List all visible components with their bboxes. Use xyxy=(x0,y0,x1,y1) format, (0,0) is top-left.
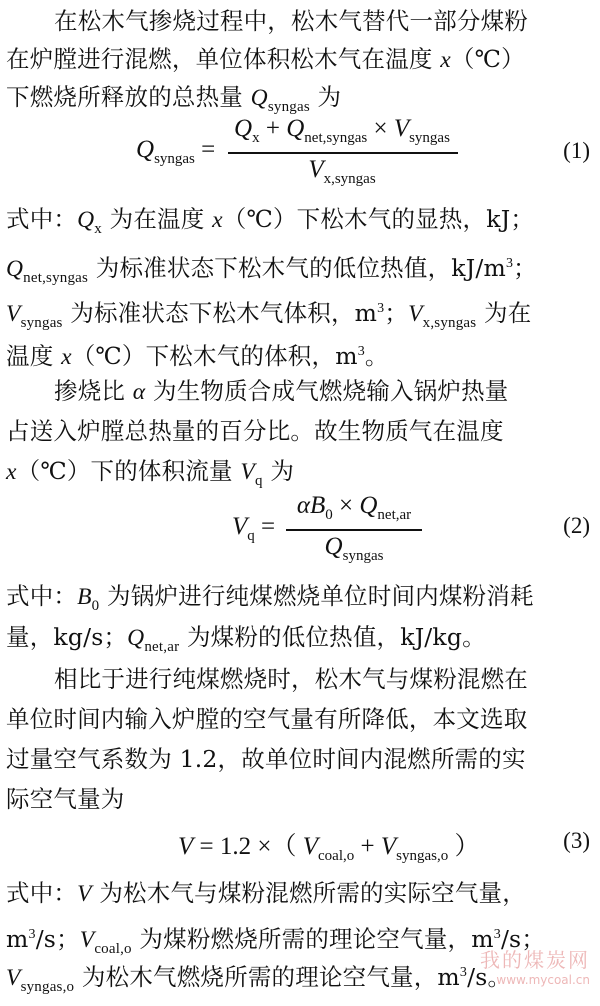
paragraph-line: 际空气量为 xyxy=(6,785,125,813)
math-subscript: syngas xyxy=(267,99,310,115)
paragraph-line: 温度 x（℃）下松木气的体积，$m^3$。 xyxy=(6,342,389,370)
equation-number: (1) xyxy=(563,138,590,163)
paragraph-line: 过量空气系数为 1.2，故单位时间内混燃所需的实 xyxy=(6,745,526,773)
paragraph-line: 占送入炉膛总热量的百分比。故生物质气在温度 xyxy=(6,417,504,445)
paragraph-line: 式中：$Q_x$ 为在温度 x（℃）下松木气的显热，kJ； xyxy=(6,205,535,237)
eq2-denominator: $Q_{syngas}$ xyxy=(324,533,384,564)
paragraph-line: $m^3/s$；$V_{coal,o}$ 为煤粉燃烧所需的理论空气量，$m^3/s$； xyxy=(6,925,546,957)
text-run: 在炉膛进行混燃，单位体积松木气在温度 xyxy=(6,45,441,73)
paragraph-line: $Q_{net,syngas}$ 为标准状态下松木气的低位热值，$kJ/m^3$； xyxy=(6,254,537,286)
paragraph-line: $V_{syngas}$ 为标准状态下松木气体积，$m^3$；$V_{x,syngas}$ 为在 xyxy=(6,299,532,331)
paragraph-line: 式中：V 为松木气与煤粉混燃所需的实际空气量， xyxy=(6,879,526,907)
site-watermark xyxy=(480,944,590,987)
eq3-body: V = 1.2 ×（ $V_{coal,o} + V_{syngas,o}$ ） xyxy=(178,833,480,864)
fraction-bar xyxy=(286,529,422,531)
text-run: 下燃烧所释放的总热量 xyxy=(6,83,251,111)
paragraph-line: 掺烧比 α 为生物质合成气燃烧输入锅炉热量 xyxy=(54,377,509,405)
paragraph-line xyxy=(54,2,592,40)
paragraph-line: $V_{syngas,o}$ 为松木气燃烧所需的理论空气量，$m^3/s$。 xyxy=(6,963,512,995)
eq1-denominator: $V_{x,syngas}$ xyxy=(308,156,376,187)
paragraph-line: x（℃）下的体积流量 $V_q$ 为 xyxy=(6,457,295,489)
watermark-url: www.mycoal.cn xyxy=(496,973,590,987)
paragraph-line: 量，kg/s；$Q_{net,ar}$ 为煤粉的低位热值，kJ/kg。 xyxy=(6,623,486,655)
watermark-name: 我的煤炭网 xyxy=(480,948,590,972)
eq1-lhs: $Q_{syngas}$ = xyxy=(136,136,216,167)
math-var: x xyxy=(440,47,451,73)
text-run: 为 xyxy=(309,83,342,111)
paragraph-line: 相比于进行纯煤燃烧时，松木气与煤粉混燃在 xyxy=(54,665,528,693)
eq2-lhs: $V_q$ = xyxy=(232,513,276,544)
text-run: （℃） xyxy=(450,45,525,73)
eq1-numerator: $Q_x + Q_{net,syngas} \times V_{syngas}$ xyxy=(234,115,450,146)
equation-number: (2) xyxy=(563,513,590,538)
math-var: Q xyxy=(250,85,268,111)
equation-number: (3) xyxy=(563,828,590,853)
text-run: 在松木气掺烧过程中，松木气替代一部分煤粉 xyxy=(54,7,528,35)
paragraph-line: 单位时间内输入炉膛的空气量有所降低，本文选取 xyxy=(6,705,528,733)
eq2-numerator: $\alpha B_0 \times Q_{net,ar}$ xyxy=(296,492,412,523)
fraction-bar xyxy=(228,152,458,154)
paragraph-line xyxy=(6,40,592,79)
paragraph-line: 式中：$B_0$ 为锅炉进行纯煤燃烧单位时间内煤粉消耗 xyxy=(6,582,534,614)
